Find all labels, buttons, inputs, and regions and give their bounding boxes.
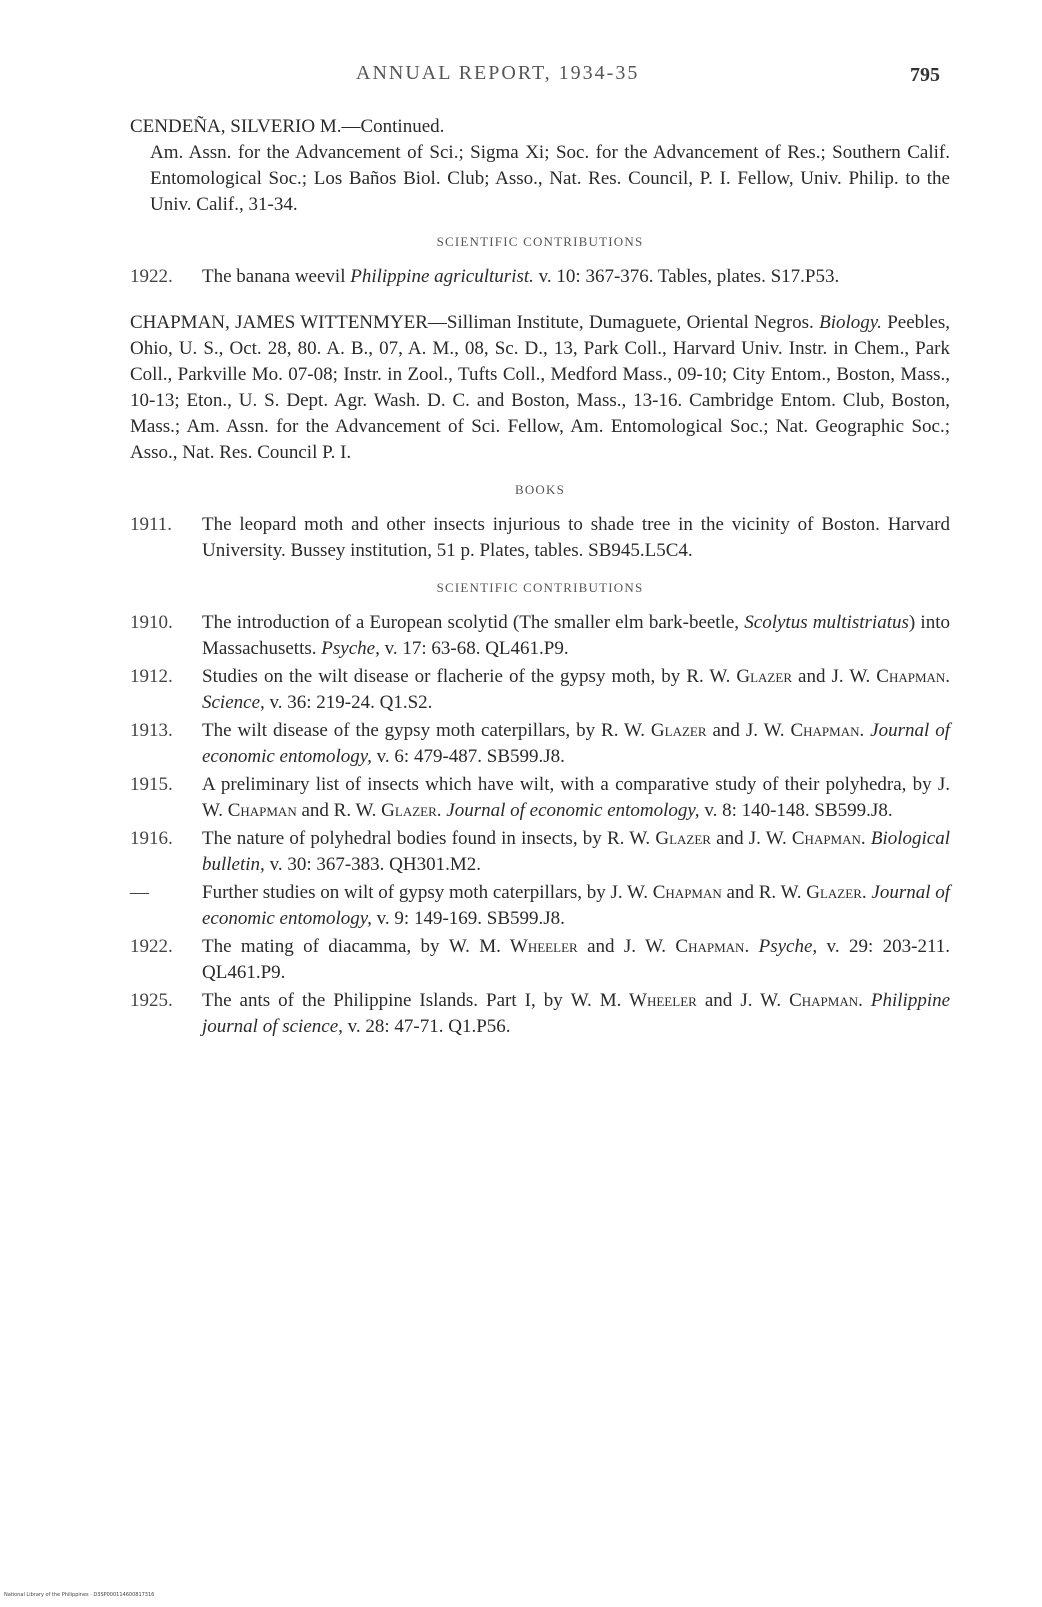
conjunction: and xyxy=(301,800,329,821)
page-header xyxy=(0,62,1042,92)
contribution-year: — xyxy=(130,882,149,903)
contribution-year: 1916. xyxy=(130,828,173,849)
conjunction: and xyxy=(726,882,754,903)
author-name: W. M. Wheeler xyxy=(570,990,697,1011)
book-text: The leopard moth and other insects injurious to shade tree in the vicinity of Boston. Harvard University. Bussey institution, 51 p. Plates, tables. SB945.L5C4. xyxy=(202,514,950,561)
page-number: 795 xyxy=(910,64,940,86)
contribution-entry xyxy=(130,826,950,878)
contribution-text xyxy=(202,610,950,662)
author-name: J. W. Chapman. xyxy=(748,828,866,849)
book-year: 1911. xyxy=(130,514,173,535)
contribution-entry xyxy=(130,610,950,662)
citation-details: v. 9: 149-169. SB599.J8. xyxy=(376,908,565,929)
journal-name: Psyche, xyxy=(321,638,380,659)
contribution-title: The banana weevil xyxy=(202,266,346,287)
contribution-year: 1922. xyxy=(130,266,173,287)
conjunction: and xyxy=(704,990,733,1011)
page-body xyxy=(130,114,950,1042)
journal-name: Philippine agriculturist. xyxy=(350,266,534,287)
contribution-text xyxy=(202,988,950,1040)
journal-name: Journal of economic entomology, xyxy=(202,720,950,767)
contribution-year: 1922. xyxy=(130,936,173,957)
chapman-biography xyxy=(130,310,950,466)
author-name: R. W. Glazer. xyxy=(333,800,442,821)
chapman-bio-text: Peebles, Ohio, U. S., Oct. 28, 80. A. B., 07, A. M., 08, Sc. D., 13, Park Coll., Harvard Univ. Instr. in Chem., Park Coll., Parkville Mo. 07-08; Instr. in Zool., Tufts Coll., Medford Mass., 09-10; City Entom., Boston, Mass., 10-13; Eton., U. S. Dept. Agr. Wash. D. C. and Boston, Mass., 13-16. Cambridge Entom. Club, Boston, Mass.; Am. Assn. for the Advancement of Sci. Fellow, Am. Entomological Soc.; Nat. Geographic Soc.; Asso., Nat. Res. Council P. I. xyxy=(130,312,951,463)
contribution-title: Further studies on wilt of gypsy moth caterpillars, by xyxy=(202,882,606,903)
author-name: W. M. Wheeler xyxy=(448,936,578,957)
conjunction: and xyxy=(716,828,744,849)
contribution-title: A preliminary list of insects which have wilt, with a comparative study of their polyhedra, by xyxy=(202,774,932,795)
contribution-text xyxy=(202,826,950,878)
contribution-text xyxy=(202,664,950,716)
contribution-entry xyxy=(130,988,950,1040)
citation-details: v. 17: 63-68. QL461.P9. xyxy=(384,638,569,659)
contribution-year: 1910. xyxy=(130,612,173,633)
author-name: J. W. Chapman xyxy=(610,882,722,903)
entry-name-chapman: CHAPMAN, JAMES WITTENMYER xyxy=(130,312,428,333)
section-heading-cendena-contributions: SCIENTIFIC CONTRIBUTIONS xyxy=(436,234,644,249)
book-entry xyxy=(130,512,950,564)
cendena-memberships: Am. Assn. for the Advancement of Sci.; Sigma Xi; Soc. for the Advancement of Res.; Southern Calif. Entomological Soc.; Los Baños Biol. Club; Asso., Nat. Res. Council, P. I. Fellow, Univ. Philip. to the Univ. Calif., 31-34. xyxy=(150,142,950,215)
contribution-entry xyxy=(130,664,950,716)
contribution-year: 1913. xyxy=(130,720,173,741)
author-name: J. W. Chapman. xyxy=(745,720,865,741)
contribution-entry xyxy=(130,934,950,986)
journal-name: Science, xyxy=(202,692,265,713)
author-name: J. W. Chapman. xyxy=(623,936,750,957)
author-name: R. W. Glazer xyxy=(606,828,711,849)
chapman-field: Biology. xyxy=(819,312,882,333)
conjunction: and xyxy=(798,666,826,687)
contribution-year: 1925. xyxy=(130,990,173,1011)
journal-name: Psyche, xyxy=(758,936,818,957)
contribution-title: The mating of diacamma, by xyxy=(202,936,440,957)
contribution-title: The introduction of a European scolytid (The smaller elm bark-beetle, xyxy=(202,612,740,633)
journal-name: Biological bulletin, xyxy=(202,828,950,875)
contribution-title: The nature of polyhedral bodies found in insects, by xyxy=(202,828,602,849)
contribution-text xyxy=(202,718,950,770)
species-name: Scolytus multistriatus xyxy=(744,612,909,633)
contribution-year: 1912. xyxy=(130,666,173,687)
citation-details: v. 30: 367-383. QH301.M2. xyxy=(269,854,482,875)
library-stamp: National Library of the Philippines · D3SP000114600817316 xyxy=(4,1592,155,1598)
section-heading-chapman-contributions: SCIENTIFIC CONTRIBUTIONS xyxy=(436,580,644,595)
author-name: R. W. Glazer xyxy=(686,666,792,687)
conjunction: and xyxy=(587,936,615,957)
citation-details: v. 28: 47-71. Q1.P56. xyxy=(347,1016,511,1037)
author-name: R. W. Glazer. xyxy=(758,882,867,903)
running-title: ANNUAL REPORT, 1934-35 xyxy=(356,62,640,84)
journal-name: Journal of economic entomology, xyxy=(202,882,951,929)
citation-details: v. 10: 367-376. Tables, plates. S17.P53. xyxy=(538,266,840,287)
citation-details: v. 29: 203-211. QL461.P9. xyxy=(202,936,950,983)
contribution-title: Studies on the wilt disease or flacherie of the gypsy moth, by xyxy=(202,666,681,687)
entry-heading-cendena: CENDEÑA, SILVERIO M.—Continued. xyxy=(130,116,445,137)
author-name: R. W. Glazer xyxy=(601,720,707,741)
conjunction: and xyxy=(712,720,740,741)
citation-details: v. 6: 479-487. SB599.J8. xyxy=(376,746,565,767)
contribution-text xyxy=(202,880,950,932)
contribution-entry xyxy=(130,264,950,290)
contribution-title-end: ) into Massachusetts. xyxy=(202,612,950,659)
contribution-text xyxy=(202,934,950,986)
contribution-title: The ants of the Philippine Islands. Part I, by xyxy=(202,990,563,1011)
contribution-text xyxy=(202,772,950,824)
author-name: J. W. Chapman. xyxy=(740,990,863,1011)
contribution-year: 1915. xyxy=(130,774,173,795)
citation-details: v. 8: 140-148. SB599.J8. xyxy=(704,800,893,821)
chapman-affiliation: —Silliman Institute, Dumaguete, Oriental Negros. xyxy=(427,312,814,333)
author-name: J. W. Chapman xyxy=(202,774,950,821)
journal-name: Philippine journal of science, xyxy=(202,990,951,1037)
section-heading-books: BOOKS xyxy=(514,482,566,497)
contribution-title: The wilt disease of the gypsy moth caterpillars, by xyxy=(202,720,596,741)
contribution-entry xyxy=(130,718,950,770)
author-name: J. W. Chapman. xyxy=(831,666,951,687)
journal-name: Journal of economic entomology, xyxy=(446,800,700,821)
contribution-text xyxy=(202,264,950,290)
contribution-entry xyxy=(130,880,950,932)
contribution-entry xyxy=(130,772,950,824)
citation-details: v. 36: 219-24. Q1.S2. xyxy=(269,692,433,713)
